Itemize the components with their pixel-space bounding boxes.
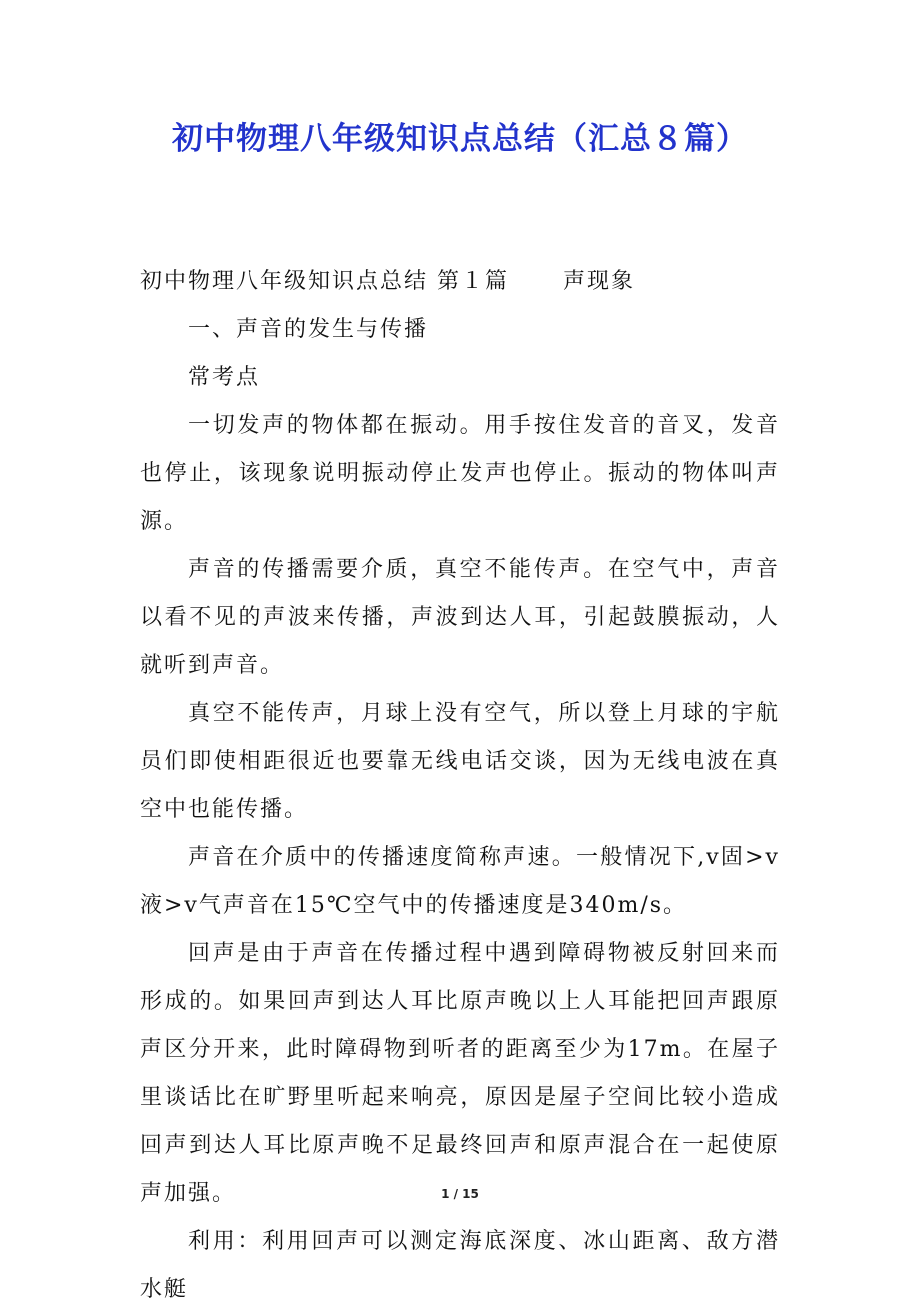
document-body: [140, 258, 780, 1314]
intro-line: 初中物理八年级知识点总结 第１篇 声现象: [140, 269, 635, 294]
paragraph: 声音的传播需要介质，真空不能传声。在空气中，声音以看不见的声波来传播，声波到达人耳，引起鼓膜振动，人就听到声音。: [140, 557, 780, 678]
subheading: 常考点: [188, 365, 261, 390]
paragraph: 真空不能传声，月球上没有空气，所以登上月球的宇航员们即使相距很近也要靠无线电话交谈，因为无线电波在真空中也能传播。: [140, 701, 780, 822]
page-number: 1 / 15: [441, 1187, 479, 1201]
section-heading: 一、声音的发生与传播: [188, 317, 429, 342]
paragraph: 声音在介质中的传播速度简称声速。一般情况下,v固>v液>v气声音在15℃空气中的传播速度是340m/s。: [140, 845, 780, 918]
document-title: 初中物理八年级知识点总结（汇总８篇）: [172, 121, 748, 157]
paragraph: 利用：利用回声可以测定海底深度、冰山距离、敌方潜水艇: [140, 1229, 780, 1302]
paragraph: 回声是由于声音在传播过程中遇到障碍物被反射回来而形成的。如果回声到达人耳比原声晚以上人耳能把回声跟原声区分开来，此时障碍物到听者的距离至少为17m。在屋子里谈话比在旷野里听起来响亮，原因是屋子空间比较小造成回声到达人耳比原声晚不足最终回声和原声混合在一起使原声加强。: [140, 941, 780, 1206]
paragraph: 一切发声的物体都在振动。用手按住发音的音叉，发音也停止，该现象说明振动停止发声也停止。振动的物体叫声源。: [140, 413, 780, 534]
